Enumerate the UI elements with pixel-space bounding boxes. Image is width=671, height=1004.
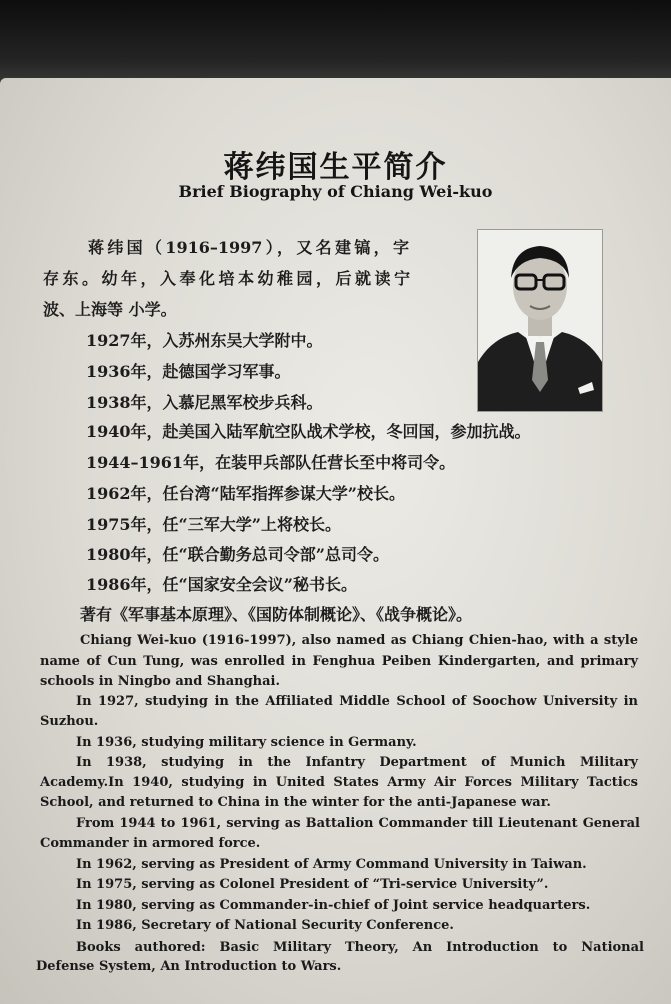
timeline-item: 1936年，赴德国学习军事。 bbox=[86, 362, 291, 381]
english-line: In 1927, studying in the Affiliated Middle School of Soochow University in bbox=[76, 694, 638, 709]
english-line: schools in Ningbo and Shanghai. bbox=[40, 674, 281, 689]
english-line: School, and returned to China in the winter for the anti-Japanese war. bbox=[40, 795, 551, 810]
english-line: In 1980, serving as Commander-in-chief of Joint service headquarters. bbox=[76, 898, 591, 913]
english-line: From 1944 to 1961, serving as Battalion Commander till Lieutenant General bbox=[76, 816, 640, 831]
timeline-item: 1940年，赴美国入陆军航空队战术学校，冬回国，参加抗战。 bbox=[86, 422, 531, 441]
english-line: Chiang Wei-kuo (1916-1997), also named as Chiang Chien-hao, with a style bbox=[80, 633, 638, 648]
title-english: Brief Biography of Chiang Wei-kuo bbox=[178, 182, 493, 201]
timeline-item: 1938年，入慕尼黑军校步兵科。 bbox=[86, 393, 323, 412]
portrait-photo-icon bbox=[477, 229, 603, 412]
english-line: name of Cun Tung, was enrolled in Fenghua Peiben Kindergarten, and primary bbox=[40, 654, 638, 669]
timeline-item: 1927年，入苏州东吴大学附中。 bbox=[86, 331, 323, 350]
english-line: Defense System, An Introduction to Wars. bbox=[36, 959, 342, 974]
timeline-item: 1980年，任“联合勤务总司令部”总司令。 bbox=[86, 545, 389, 564]
intro-line-2: 存东。幼年，入奉化培本幼稚园，后就读宁 bbox=[43, 269, 410, 288]
timeline-item: 1986年，任“国家安全会议”秘书长。 bbox=[86, 575, 357, 594]
intro-line-3: 波、上海等 小学。 bbox=[43, 300, 177, 319]
english-line: In 1986, Secretary of National Security Conference. bbox=[76, 918, 454, 933]
books-line-chinese: 著有《军事基本原理》、《国防体制概论》、《战争概论》。 bbox=[80, 605, 473, 624]
english-line: Books authored: Basic Military Theory, An Introduction to National bbox=[76, 940, 644, 955]
timeline-item: 1944–1961年，在装甲兵部队任营长至中将司令。 bbox=[86, 453, 456, 472]
english-line: In 1938, studying in the Infantry Department of Munich Military bbox=[76, 755, 638, 770]
title-chinese: 蒋纬国生平简介 bbox=[223, 150, 448, 185]
english-line: In 1962, serving as President of Army Command University in Taiwan. bbox=[76, 857, 587, 872]
timeline-item: 1962年，任台湾“陆军指挥参谋大学”校长。 bbox=[86, 484, 405, 503]
intro-line-1: 蒋纬国（1916–1997），又名建镐，字 bbox=[88, 238, 409, 257]
english-line: In 1975, serving as Colonel President of “Tri-service University”. bbox=[76, 877, 549, 892]
english-line: In 1936, studying military science in Germany. bbox=[76, 735, 417, 750]
english-line: Academy.In 1940, studying in United States Army Air Forces Military Tactics bbox=[40, 775, 638, 790]
english-line: Commander in armored force. bbox=[40, 836, 261, 851]
display-frame-top bbox=[0, 0, 671, 86]
english-line: Suzhou. bbox=[40, 714, 99, 729]
timeline-item: 1975年，任“三军大学”上将校长。 bbox=[86, 515, 341, 534]
